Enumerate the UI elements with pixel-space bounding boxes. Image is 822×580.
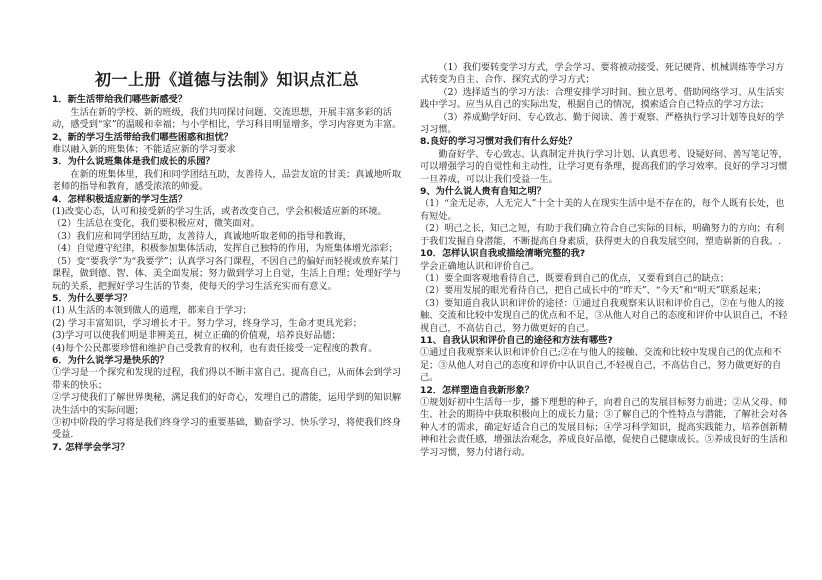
right-column bbox=[420, 62, 792, 580]
paragraph: （2）明己之长，知己之短，有助于我们确立符合自己实际的目标，明确努力的方向；有利于我们发掘自身潜能，不断提高自身素质，获得更大的自我发展空间，塑造崭新的自我。. bbox=[420, 223, 785, 247]
paragraph: (1)改变心态，认可和接受新的学习生活，或者改变自己，学会积极适应新的环境。 bbox=[52, 206, 387, 218]
paragraph: ③初中阶段的学习将是我们终身学习的重要基础，勤奋学习、快乐学习，将使我们终身受益. bbox=[52, 416, 402, 441]
section-heading: 8.良好的学习习惯对我们有什么好处？ bbox=[420, 136, 577, 148]
section-heading: 2、新的学习生活带给我们哪些困惑和担忧？ bbox=[52, 131, 233, 143]
paragraph: (2) 学习丰富知识，学习增长才干。努力学习，终身学习，生命才更具光彩； bbox=[52, 317, 362, 329]
document-title: 初一上册《道德与法制》知识点汇总 bbox=[94, 70, 359, 89]
paragraph: （2）生活总在变化，我们要积极应对，微笑面对。 bbox=[52, 218, 260, 230]
paragraph: （4）自觉遵守纪律，积极参加集体活动，发挥自己独特的作用，为班集体增光添彩； bbox=[52, 243, 398, 255]
section-heading: 11、自我认识和评价自己的途径和方法有哪些? bbox=[420, 334, 613, 346]
paragraph: 勤奋好学、专心致志、认真制定并执行学习计划、认真思考、设疑好问、善写笔记等，可以增强学习的自觉性和主动性，让学习更有条理，提高我们的学习效率。良好的学习习惯一旦养成，可以让我们受益一生。 bbox=[420, 148, 788, 185]
paragraph: ②学习使我们了解世界奥秘，满足我们的好奇心，发埋自己的潜能，运用学到的知识解决生活中的实际问题； bbox=[52, 392, 402, 416]
paragraph: ①规划好初中生活每一步，播下理想的种子，向着自己的发展目标努力前进；②从父母、师生、社会的期待中获取积极向上的成长力量；③了解自己的个性特点与潜能，了解社会对各种人才的需求，确定好适合自己的发展目标；④学习科学知识，提高实践能力，培养创新精神和社会责任感，增强法治观念，养成良好品德，促使自己健康成长。⑤养成良好的生活和学习习惯，努力付诸行动。 bbox=[420, 396, 788, 458]
paragraph: （5）变“要我学”为“我要学”；认真学习各门课程，不因自己的偏好而轻视或放弃某门课程，做到德、智、体、美全面发展；努力做到学习上自觉，生活上自理；处理好学与玩的关系，把握好学习生活的节奏，使每天的学习生活充实而有意义。 bbox=[52, 255, 402, 292]
paragraph: （2）选择适当的学习方法：合理安排学习时间、独立思考、借助网络学习、从生活实践中学习。应当从自己的实际出发，根据自己的情况，摸索适合自己特点的学习方法； bbox=[420, 86, 785, 111]
section-heading: 5．为什么要学习？ bbox=[52, 292, 132, 304]
paragraph: ①通过自我观察来认识和评价自己;②在与他人的接触、交流和比较中发现自己的优点和不足；③从他人对自己的态度和评价中认识自己,不轻视自己，不高估自己，努力做更好的自己。 bbox=[420, 347, 782, 384]
section-heading: 3．为什么说班集体是我们成长的乐园？ bbox=[52, 156, 215, 168]
section-heading: 9、为什么说人贵有自知之明？ bbox=[420, 186, 546, 198]
section-heading: 4．怎样积极适应新的学习生活？ bbox=[52, 193, 188, 205]
paragraph: （3）要知道自我认识和评价的途径：①通过自我观察来认识和评价自己，②在与他人的接触、交流和比较中发现自己的优点和不足，③从他人对自己的态度和评价中认识自己，不轻视自己，不高估自己，努力做更好的自己。 bbox=[420, 297, 788, 334]
left-column bbox=[52, 62, 402, 580]
paragraph: （3）我们应和同学团结互助，友善待人，真诚地听取老师的指导和教诲， bbox=[52, 230, 352, 242]
paragraph: （1）“金无足赤，人无完人”十全十美的人在现实生活中是不存在的，每个人既有长处，也有短处。 bbox=[420, 198, 785, 222]
left-column-body bbox=[52, 94, 402, 454]
paragraph: （3）养成勤学好问、专心致志、勤于阅读、善于观察、严格执行学习计划等良好的学习习惯。 bbox=[420, 111, 785, 136]
paragraph: 难以融入新的班集体；不能适应新的学习要求 bbox=[52, 144, 236, 156]
section-heading: 7. 怎样学会学习？ bbox=[52, 441, 130, 453]
paragraph: (1) 从生活的本领到做人的道理，都来自于学习； bbox=[52, 305, 252, 317]
paragraph: 生活在新的学校、新的班级，我们共同探讨问题、交流思想，开展丰富多彩的活动，感受到“家”的温暖和幸福；与小学相比，学习科目明显增多，学习内容更为丰富。 bbox=[52, 106, 402, 131]
section-heading: 1．新生活带给我们哪些新感受？ bbox=[52, 94, 188, 106]
paragraph: 学会正确地认识和评价自己。 bbox=[420, 260, 540, 272]
paragraph: 在新的班集体里，我们和同学团结互助，友善待人，品尝友谊的甘美；真诚地听取老师的指导和教育，感受浓浓的师爱。 bbox=[52, 168, 402, 193]
paragraph: （1）我们要转变学习方式，学会学习、要将被动接受、死记硬背、机械训练等学习方式转变为自主、合作、探究式的学习方式； bbox=[420, 62, 785, 86]
paragraph: ①学习是一个探究和发现的过程，我们得以不断丰富自己、提高自己，从而体会到学习带来的快乐； bbox=[52, 367, 402, 391]
section-heading: 6．为什么说学习是快乐的？ bbox=[52, 354, 169, 366]
paragraph: （1）要全面客观地看待自己，既要看到自己的优点，又要看到自己的缺点； bbox=[420, 272, 730, 284]
section-heading: 12．怎样塑造自我新形象？ bbox=[420, 384, 534, 396]
right-column-body bbox=[420, 62, 792, 459]
section-heading: 10．怎样认识自我或描绘清晰完整的我? bbox=[420, 248, 586, 260]
paragraph: (4)每个公民都要珍惜和维护自己受教育的权利，也有责任接受一定程度的教育。 bbox=[52, 342, 378, 354]
paragraph: （2）要用发展的眼光看待自己，把自己成长中的“昨天”、“今天”和“明天”联系起来； bbox=[420, 285, 767, 297]
paragraph: (3)学习可以使我们明是非辨美丑，树立正确的价值观，培养良好品德； bbox=[52, 330, 341, 342]
